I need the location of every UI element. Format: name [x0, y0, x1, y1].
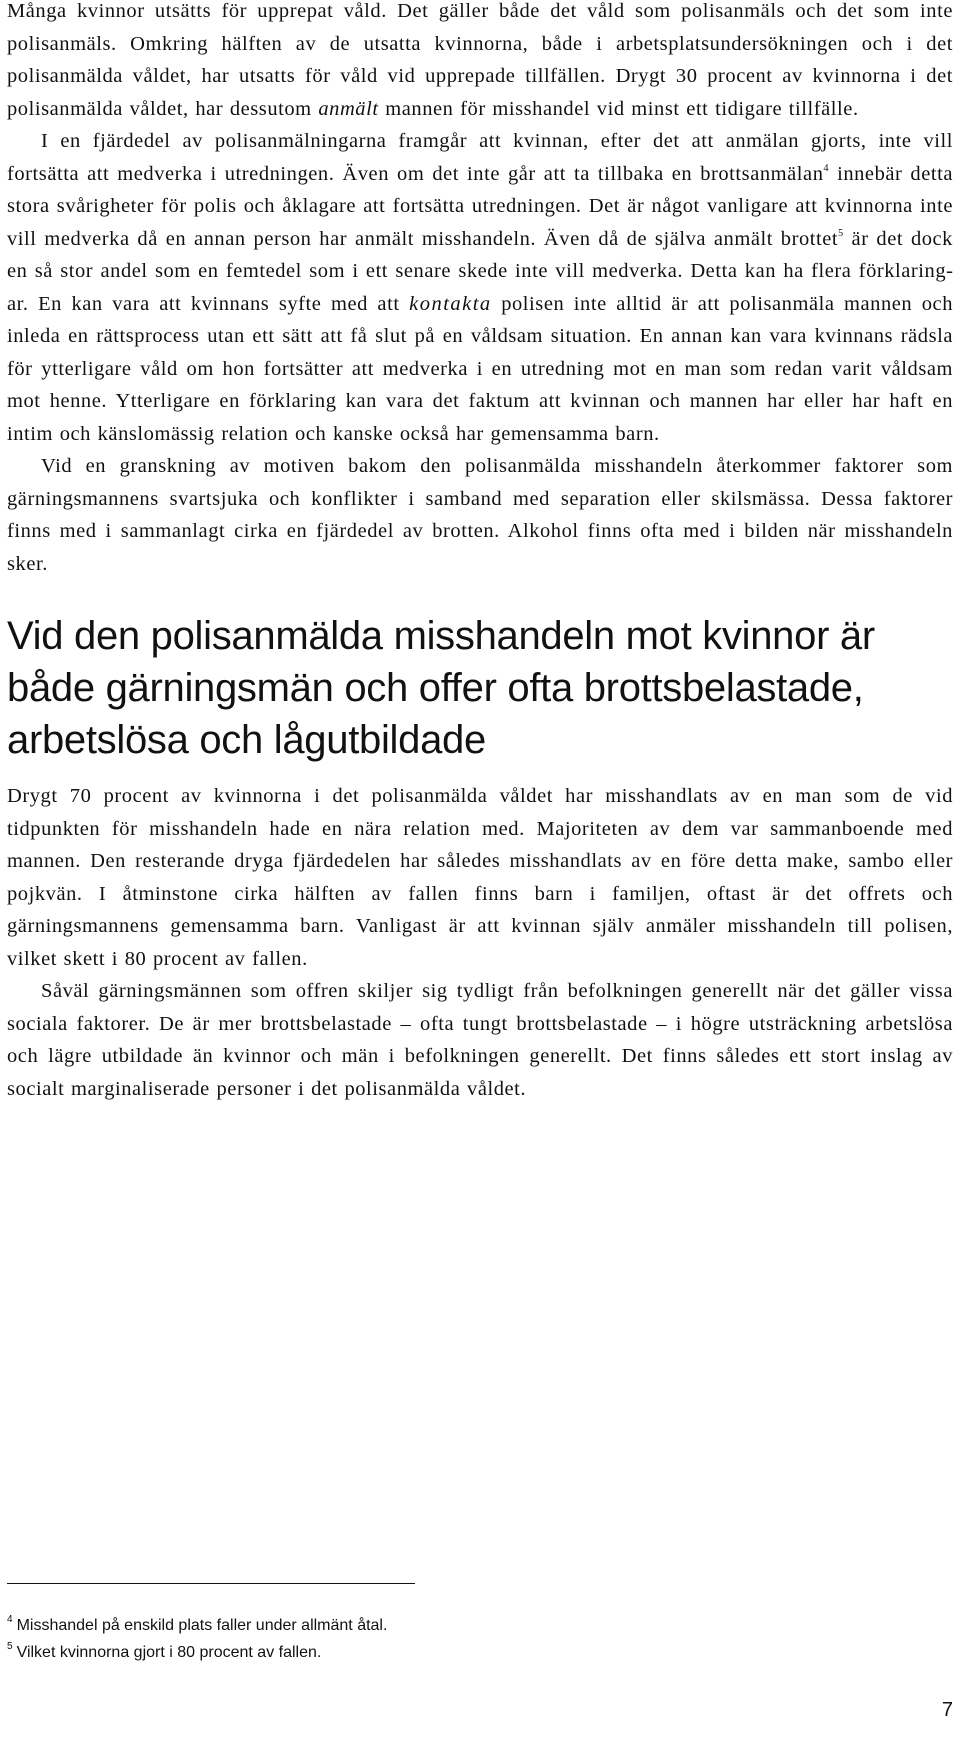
footnote-ref-5: 5 — [838, 227, 844, 239]
footnote-text: Misshandel på enskild plats faller under allmänt åtal. — [16, 1617, 388, 1634]
footnote-divider — [7, 1583, 415, 1584]
footnote-4 — [7, 1612, 907, 1639]
emphasis-text: kontakta — [409, 292, 492, 315]
text-run: Många kvinnor utsätts för upprepat våld. Det gäller både det våld som polisanmäls och det som inte polisanmäls. Omkring hälften av de utsatta kvinnorna, både i arbetsplatsundersökningen och i det polisanmälda våldet, har utsatts för våld vid upprepade tillfällen. Drygt 30 procent av kvinnorna i det polisanmälda våldet, har dessutom — [7, 0, 953, 120]
footnotes — [7, 1612, 907, 1666]
paragraph-social-factors: Såväl gärningsmännen som offren skiljer sig tydligt från befolkningen generellt när det gäller vissa sociala faktorer. De är mer brottsbelastade – ofta tungt brottsbelastade – i högre utsträckning arbetslösa och lägre utbildade än kvinnor och män i befolkningen generellt. Det finns således ett stort inslag av socialt marginaliserade personer i det polisanmälda våldet. — [7, 980, 953, 1100]
footnote-number: 5 — [7, 1641, 13, 1652]
footnote-text: Vilket kvinnorna gjort i 80 procent av fallen. — [16, 1644, 322, 1661]
section-heading: Vid den polisanmälda misshandeln mot kvinnor är både gärningsmän och offer ofta brottsbelastade, arbetslösa och lågutbildade — [7, 614, 875, 762]
paragraph-withdraw-cooperation — [7, 125, 953, 450]
emphasis-text: anmält — [318, 97, 379, 120]
text-run: mannen för misshandel vid minst ett tidigare tillfälle. — [378, 97, 859, 120]
footnote-5 — [7, 1639, 907, 1666]
paragraph-relationship: Drygt 70 procent av kvinnorna i det polisanmälda våldet har misshandlats av en man som de vid tidpunkten för misshandeln hade en nära relation med. Majoriteten av dem var sammanboende med mannen. Den resterande dryga fjärdedelen har således misshandlats av en före detta make, sambo eller pojkvän. I åtminstone cirka hälften av fallen finns barn i familjen, oftast är det offrets och gärningsmannens gemensamma barn. Vanligast är att kvinnan själv anmäler misshandeln till polisen, vilket skett i 80 procent av fallen. — [7, 785, 953, 970]
text-run: I en fjärdedel av polisanmälningarna framgår att kvinnan, efter det att anmälan gjorts, inte vill fortsätta att medverka i utredningen. Även om det inte går att ta tillbaka en brottsanmälan — [7, 130, 953, 185]
paragraph-motives: Vid en granskning av motiven bakom den polisanmälda misshandeln återkommer faktorer som gärningsmannens svartsjuka och konflikter i samband med separation eller skilsmässa. Dessa faktorer finns med i sammanlagt cirka en fjärdedel av brotten. Alkohol finns ofta med i bilden när misshandeln sker. — [7, 455, 953, 575]
footnote-ref-4: 4 — [823, 162, 830, 174]
paragraph-repeated-violence — [7, 0, 953, 125]
text-run: polisen inte alltid är att polisanmäla mannen och inleda en rättsprocess utan ett sätt att få slut på en våldsam situation. En annan kan vara kvinnans rädsla för ytterligare våld om hon fortsätter att medverka i en utredning mot en man som redan varit våldsam mot henne. Ytterligare en förklaring kan vara det faktum att kvinnan och mannen har eller har haft en intim och känslomässig relation och kanske också har gemensamma barn. — [7, 292, 953, 445]
document-page — [7, 0, 953, 1105]
footnote-number: 4 — [7, 1614, 13, 1625]
text-run: innebär detta stora svårigheter för polis och åklagare att fortsätta utredningen. Det är något vanligare att kvinnorna inte vill medverka då en annan person har anmält misshandeln. Även då de själva anmält brottet — [7, 162, 953, 250]
page-number: 7 — [941, 1699, 953, 1721]
text-run: är det dock en så stor andel som en femtedel som i ett senare skede inte vill medverka. Detta kan ha flera förklaringar. En kan vara att kvinnans syfte med att — [7, 227, 953, 315]
